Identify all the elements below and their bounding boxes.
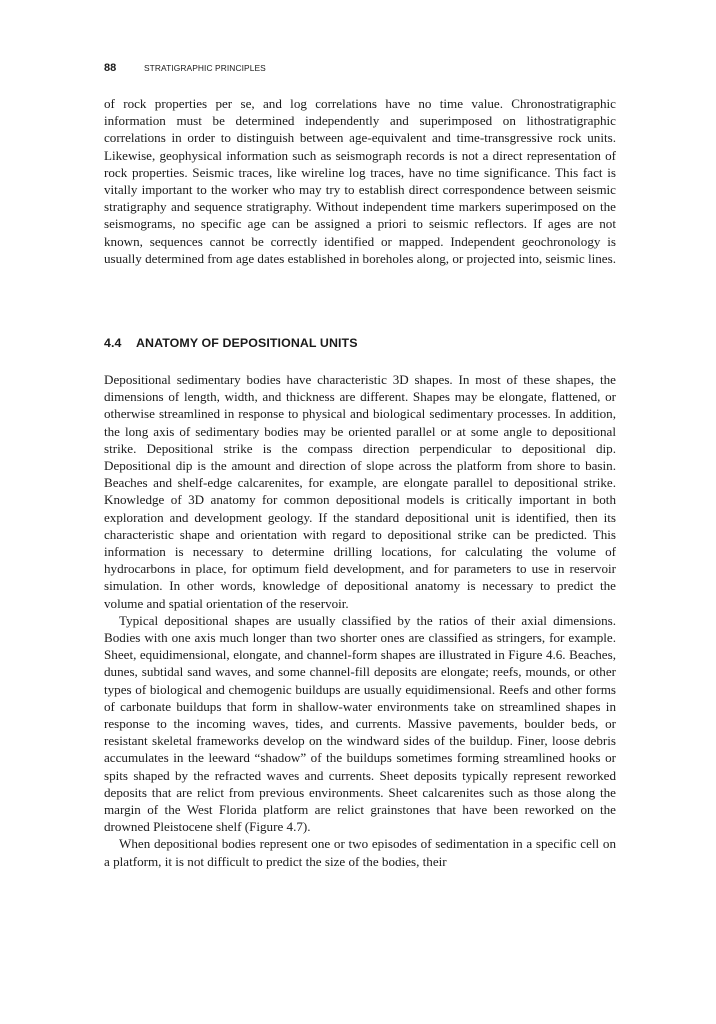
paragraph: Depositional sedimentary bodies have characteristic 3D shapes. In most of these shapes, the dimensions of length, width, and thickness are different. Shapes may be elongate, flattened, or otherwise streamlined in response to physical and biological sedimentary processes. In addition, the long axis of sedimentary bodies may be oriented parallel or at some angle to depositional strike. Depositional strike is the compass direction perpendicular to depositional dip. Depositional dip is the amount and direction of slope across the platform from shore to basin. Beaches and shelf-edge calcarenites, for example, are elongate parallel to depositional strike. Knowledge of 3D anatomy for common depositional models is critically important in both exploration and development geology. If the standard depositional unit is identified, then its characteristic shape and orientation with regard to depositional strike can be predicted. This information is necessary to determine drilling locations, for calculating the volume of hydrocarbons in place, for optimum field development, and for parameters to use in reservoir simulation. In other words, knowledge of depositional anatomy is necessary to predict the volume and spatial orientation of the reservoir. [104,372,616,611]
section-body [104,371,616,870]
paragraph-continued: of rock properties per se, and log correlations have no time value. Chronostratigraphic information must be determined independently and superimposed on lithostratigraphic correlations in order to distinguish between age-equivalent and time-transgressive rock units. Likewise, geophysical information such as seismograph records is not a direct representation of rock properties. Seismic traces, like wireline log traces, have no time significance. This fact is vitally important to the worker who may try to establish direct correspondence between seismic stratigraphy and sequence stratigraphy. Without independent time markers superimposed on the seismograms, no specific age can be assigned a priori to seismic reflectors. If ages are not known, sequences cannot be correctly identified or mapped. Independent geochronology is usually determined from age dates established in boreholes along, or projected into, seismic lines. [104,96,616,266]
running-title: STRATIGRAPHIC PRINCIPLES [144,63,266,73]
paragraph: When depositional bodies represent one or two episodes of sedimentation in a specific cell on a platform, it is not difficult to predict the size of the bodies, their [104,836,616,869]
section-title: ANATOMY OF DEPOSITIONAL UNITS [136,336,358,350]
section-heading [104,336,358,350]
section-number: 4.4 [104,336,122,350]
paragraph: Typical depositional shapes are usually classified by the ratios of their axial dimensions. Bodies with one axis much longer than two shorter ones are classified as stringers, for example. Sheet, equidimensional, elongate, and channel-form shapes are illustrated in Figure 4.6. Beaches, dunes, subtidal sand waves, and some channel-fill deposits are elongate; reefs, mounds, or other types of biological and chemogenic buildups are usually equidimensional. Reefs and other forms of carbonate buildups that form in shallow-water environments take on streamlined shapes in response to the incoming waves, tides, and currents. Massive pavements, boulder beds, or resistant skeletal frameworks develop on the windward sides of the buildup. Finer, loose debris accumulates in the leeward “shadow” of the buildups sometimes forming streamlined hooks or spits shaped by the refracted waves and currents. Sheet deposits typically represent reworked deposits that are relict from previous environments. Sheet calcarenites such as those along the margin of the West Florida platform are relict grainstones that have been reworked on the drowned Pleistocene shelf (Figure 4.7). [104,612,616,835]
running-head [104,62,266,74]
page-number: 88 [104,62,117,74]
